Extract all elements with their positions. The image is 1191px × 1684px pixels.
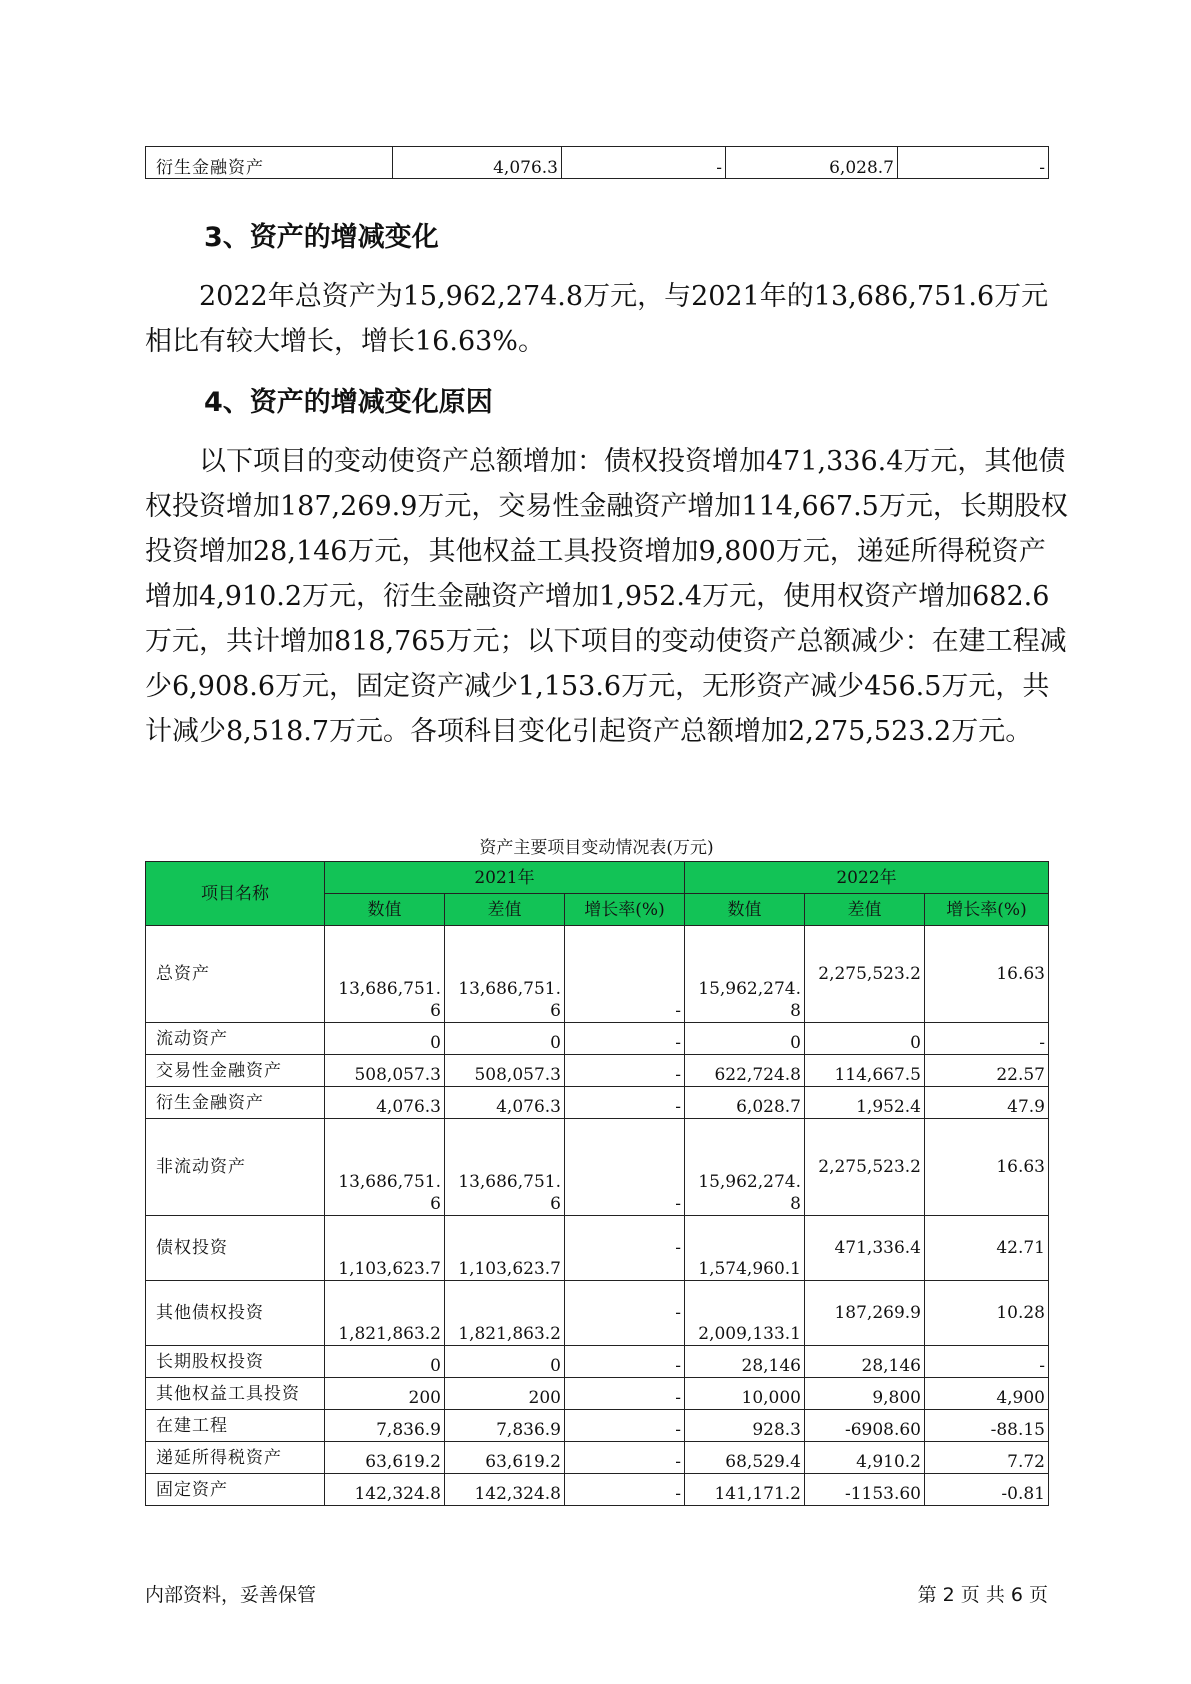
- cell-2021-diff: 1,821,863.2: [445, 1281, 565, 1346]
- header-diff: 差值: [805, 894, 925, 926]
- header-rate: 增长率(%): [565, 894, 685, 926]
- table-body: [146, 926, 1049, 1506]
- header-row-years: [146, 862, 1049, 894]
- cell-2022-value: 10,000: [685, 1378, 805, 1410]
- row-label: 其他债权投资: [146, 1281, 325, 1346]
- header-value: 数值: [325, 894, 445, 926]
- cell-2021-value: 508,057.3: [325, 1055, 445, 1087]
- cell-2022-diff: 4,910.2: [805, 1442, 925, 1474]
- cell-2022-rate: 22.57: [925, 1055, 1049, 1087]
- cell-2021-rate: -: [565, 1119, 685, 1216]
- cell-2021-diff: 1,103,623.7: [445, 1216, 565, 1281]
- cell-2021-value: 200: [325, 1378, 445, 1410]
- asset-change-table: [145, 861, 1049, 1506]
- cell-2021-rate: -: [565, 1474, 685, 1506]
- header-item-name: 项目名称: [146, 862, 325, 926]
- cell-2021-diff: 0: [445, 1023, 565, 1055]
- table-row: [146, 926, 1049, 1023]
- cell-2021-rate: -: [565, 1346, 685, 1378]
- header-value: 数值: [685, 894, 805, 926]
- cell-2022-rate: -88.15: [925, 1410, 1049, 1442]
- cell-2022-value: 6,028.7: [685, 1087, 805, 1119]
- value-2022: 6,028.7: [726, 147, 898, 179]
- section-4-heading: 4、资产的增减变化原因: [204, 387, 493, 418]
- cell-2022-rate: 16.63: [925, 926, 1049, 1023]
- row-label: 非流动资产: [146, 1119, 325, 1216]
- cell-2022-rate: 42.71: [925, 1216, 1049, 1281]
- cell-2022-diff: -1153.60: [805, 1474, 925, 1506]
- row-label: 总资产: [146, 926, 325, 1023]
- cell-2021-diff: 63,619.2: [445, 1442, 565, 1474]
- cell-2021-rate: -: [565, 1216, 685, 1281]
- row-label: 其他权益工具投资: [146, 1378, 325, 1410]
- header-diff: 差值: [445, 894, 565, 926]
- table-row: [146, 1087, 1049, 1119]
- cell-2022-value: 15,962,274.8: [685, 926, 805, 1023]
- row-label: 在建工程: [146, 1410, 325, 1442]
- table-row: [146, 1119, 1049, 1216]
- cell-2022-diff: 114,667.5: [805, 1055, 925, 1087]
- header-year-2021: 2021年: [325, 862, 685, 894]
- row-label: 债权投资: [146, 1216, 325, 1281]
- table-row: [146, 1410, 1049, 1442]
- section-4-paragraph: 以下项目的变动使资产总额增加：债权投资增加471,336.4万元，其他债权投资增加187,269.9万元，交易性金融资产增加114,667.5万元，长期股权投资增加28,146万元，其他权益工具投资增加9,800万元，递延所得税资产增加4,910.2万元，衍生金融资产增加1,952.4万元，使用权资产增加682.6万元，共计增加818,765万元；以下项目的变动使资产总额减少：在建工程减少6,908.6万元，固定资产减少1,153.6万元，无形资产减少456.5万元，共计减少8,518.7万元。各项科目变化引起资产总额增加2,275,523.2万元。: [145, 446, 1068, 747]
- cell-2022-rate: -: [925, 1346, 1049, 1378]
- cell-2022-diff: 1,952.4: [805, 1087, 925, 1119]
- row-label: 递延所得税资产: [146, 1442, 325, 1474]
- cell-2022-rate: 7.72: [925, 1442, 1049, 1474]
- cell-2022-rate: 4,900: [925, 1378, 1049, 1410]
- cell-2021-value: 13,686,751.6: [325, 926, 445, 1023]
- cell-2022-diff: 187,269.9: [805, 1281, 925, 1346]
- cell-2022-value: 0: [685, 1023, 805, 1055]
- cell-2021-value: 7,836.9: [325, 1410, 445, 1442]
- table-row: [146, 1023, 1049, 1055]
- cell-2021-value: 0: [325, 1346, 445, 1378]
- table-row: [146, 1216, 1049, 1281]
- header-rate: 增长率(%): [925, 894, 1049, 926]
- cell-2021-diff: 7,836.9: [445, 1410, 565, 1442]
- table-row: [146, 147, 1049, 179]
- cell-2022-value: 928.3: [685, 1410, 805, 1442]
- cell-2022-rate: -0.81: [925, 1474, 1049, 1506]
- cell-2021-rate: -: [565, 1281, 685, 1346]
- growth-2022: -: [898, 147, 1049, 179]
- table-row: [146, 1378, 1049, 1410]
- cell-2022-diff: 2,275,523.2: [805, 1119, 925, 1216]
- section-3-paragraph: 2022年总资产为15,962,274.8万元，与2021年的13,686,751.6万元相比有较大增长，增长16.63%。: [145, 281, 1049, 357]
- cell-2022-rate: 47.9: [925, 1087, 1049, 1119]
- growth-2021: -: [562, 147, 726, 179]
- value-2021: 4,076.3: [393, 147, 562, 179]
- cell-2022-diff: 9,800: [805, 1378, 925, 1410]
- table-caption: 资产主要项目变动情况表(万元): [479, 838, 714, 858]
- row-label: 流动资产: [146, 1023, 325, 1055]
- cell-2022-rate: 10.28: [925, 1281, 1049, 1346]
- row-label: 交易性金融资产: [146, 1055, 325, 1087]
- cell-2021-value: 1,821,863.2: [325, 1281, 445, 1346]
- cell-2021-diff: 508,057.3: [445, 1055, 565, 1087]
- cell-2021-value: 1,103,623.7: [325, 1216, 445, 1281]
- footer-page-number: 第 2 页 共 6 页: [917, 1584, 1048, 1606]
- cell-2021-diff: 200: [445, 1378, 565, 1410]
- cell-2022-diff: 0: [805, 1023, 925, 1055]
- cell-2021-diff: 142,324.8: [445, 1474, 565, 1506]
- section-3-heading: 3、资产的增减变化: [204, 222, 439, 253]
- cell-2021-diff: 13,686,751.6: [445, 1119, 565, 1216]
- row-label: 衍生金融资产: [146, 147, 393, 179]
- cell-2021-diff: 4,076.3: [445, 1087, 565, 1119]
- cell-2021-value: 13,686,751.6: [325, 1119, 445, 1216]
- cell-2021-rate: -: [565, 1410, 685, 1442]
- row-label: 衍生金融资产: [146, 1087, 325, 1119]
- table-row: [146, 1055, 1049, 1087]
- cell-2021-diff: 0: [445, 1346, 565, 1378]
- cell-2022-value: 622,724.8: [685, 1055, 805, 1087]
- table-row: [146, 1281, 1049, 1346]
- cell-2022-value: 15,962,274.8: [685, 1119, 805, 1216]
- header-year-2022: 2022年: [685, 862, 1049, 894]
- carryover-table: [145, 146, 1049, 179]
- cell-2021-value: 4,076.3: [325, 1087, 445, 1119]
- cell-2021-value: 142,324.8: [325, 1474, 445, 1506]
- cell-2022-diff: 28,146: [805, 1346, 925, 1378]
- row-label: 固定资产: [146, 1474, 325, 1506]
- cell-2022-diff: -6908.60: [805, 1410, 925, 1442]
- cell-2021-rate: -: [565, 1442, 685, 1474]
- cell-2021-rate: -: [565, 1055, 685, 1087]
- table-row: [146, 1474, 1049, 1506]
- cell-2022-diff: 2,275,523.2: [805, 926, 925, 1023]
- cell-2022-value: 1,574,960.1: [685, 1216, 805, 1281]
- cell-2022-rate: 16.63: [925, 1119, 1049, 1216]
- cell-2021-rate: -: [565, 1378, 685, 1410]
- cell-2021-value: 0: [325, 1023, 445, 1055]
- cell-2022-rate: -: [925, 1023, 1049, 1055]
- cell-2021-rate: -: [565, 1087, 685, 1119]
- table-row: [146, 1346, 1049, 1378]
- footer-confidential-note: 内部资料，妥善保管: [145, 1584, 317, 1606]
- cell-2021-rate: -: [565, 1023, 685, 1055]
- cell-2022-value: 68,529.4: [685, 1442, 805, 1474]
- cell-2022-diff: 471,336.4: [805, 1216, 925, 1281]
- table-row: [146, 1442, 1049, 1474]
- cell-2021-value: 63,619.2: [325, 1442, 445, 1474]
- row-label: 长期股权投资: [146, 1346, 325, 1378]
- cell-2022-value: 141,171.2: [685, 1474, 805, 1506]
- cell-2021-diff: 13,686,751.6: [445, 926, 565, 1023]
- cell-2021-rate: -: [565, 926, 685, 1023]
- cell-2022-value: 28,146: [685, 1346, 805, 1378]
- cell-2022-value: 2,009,133.1: [685, 1281, 805, 1346]
